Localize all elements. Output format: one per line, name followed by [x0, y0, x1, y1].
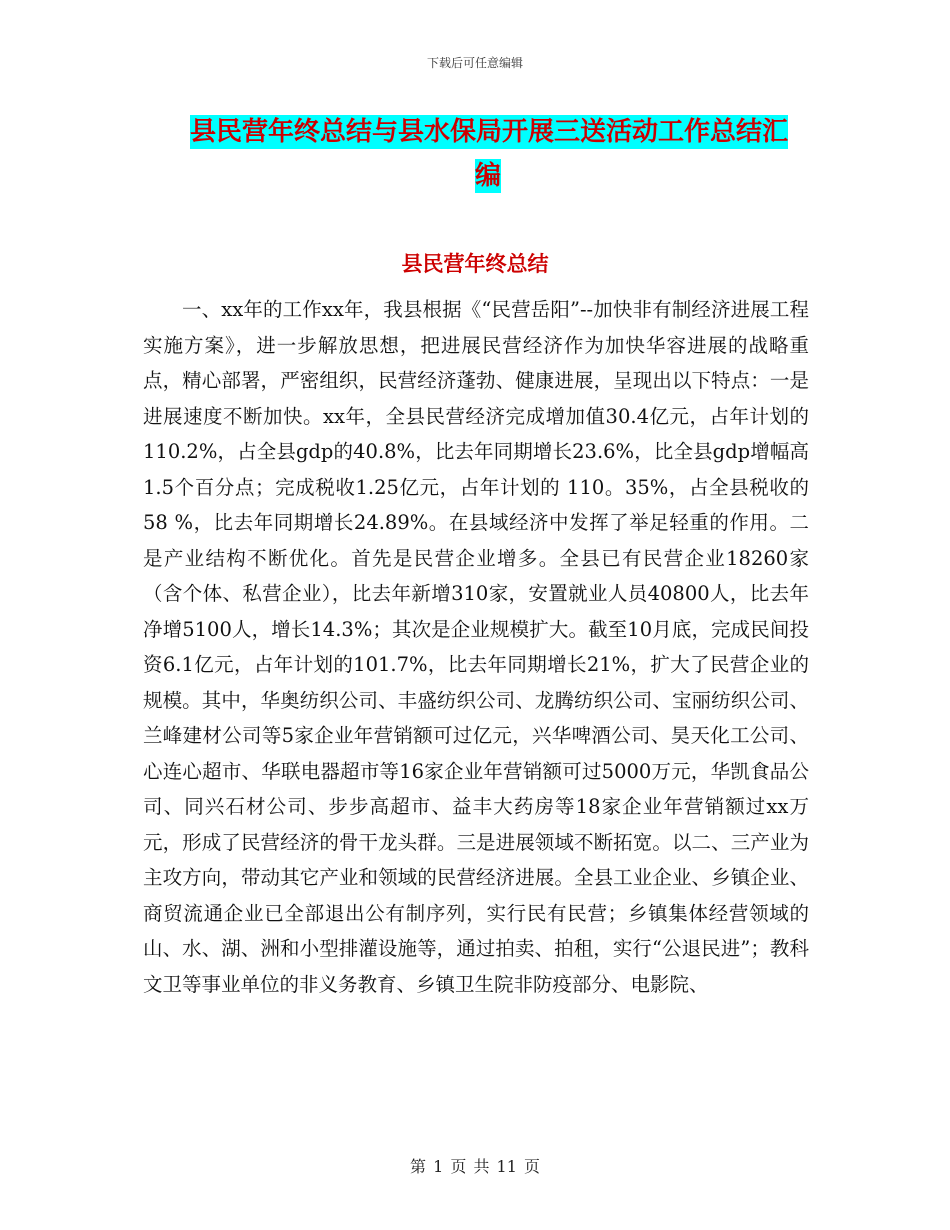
document-title [190, 110, 810, 198]
body-paragraph: 一、xx年的工作xx年，我县根据《“民营岳阳”--加快非有制经济进展工程实施方案》，进一步解放思想，把进展民营经济作为加快华容进展的战略重点，精心部署，严密组织，民营经济蓬勃、健康进展，呈现出以下特点：一是进展速度不断加快。xx年，全县民营经济完成增加值30.4亿元，占年计划的110.2%，占全县gdp的40.8%，比去年同期增长23.6%，比全县gdp增幅高1.5个百分点；完成税收1.25亿元，占年计划的 110。35%，占全县税收的58 %，比去年同期增长24.89%。在县域经济中发挥了举足轻重的作用。二是产业结构不断优化。首先是民营企业增多。全县已有民营企业18260家（含个体、私营企业），比去年新增310家，安置就业人员40800人，比去年净增5100人，增长14.3%；其次是企业规模扩大。截至10月底，完成民间投资6.1亿元，占年计划的101.7%，比去年同期增长21%，扩大了民营企业的规模。其中，华奥纺织公司、丰盛纺织公司、龙腾纺织公司、宝丽纺织公司、兰峰建材公司等5家企业年营销额可过亿元，兴华啤酒公司、昊天化工公司、心连心超市、华联电器超市等16家企业年营销额可过5000万元，华凯食品公司、同兴石材公司、步步高超市、益丰大药房等18家企业年营销额过xx万元，形成了民营经济的骨干龙头群。三是进展领域不断拓宽。以二、三产业为主攻方向，带动其它产业和领域的民营经济进展。全县工业企业、乡镇企业、商贸流通企业已全部退出公有制序列，实行民有民营；乡镇集体经营领域的山、水、湖、洲和小型排灌设施等，通过拍卖、拍租，实行“公退民进”；教科文卫等事业单位的非义务教育、乡镇卫生院非防疫部分、电影院、 [143, 298, 809, 996]
page-header-note: 下载后可任意编辑 [426, 56, 523, 70]
document-title-line2: 编 [474, 161, 501, 191]
section-title: 县民营年终总结 [401, 252, 549, 276]
document-title-line1: 县民营年终总结与县水保局开展三送活动工作总结汇 [190, 117, 789, 147]
page-footer: 第 1 页 共 11 页 [410, 1157, 540, 1176]
